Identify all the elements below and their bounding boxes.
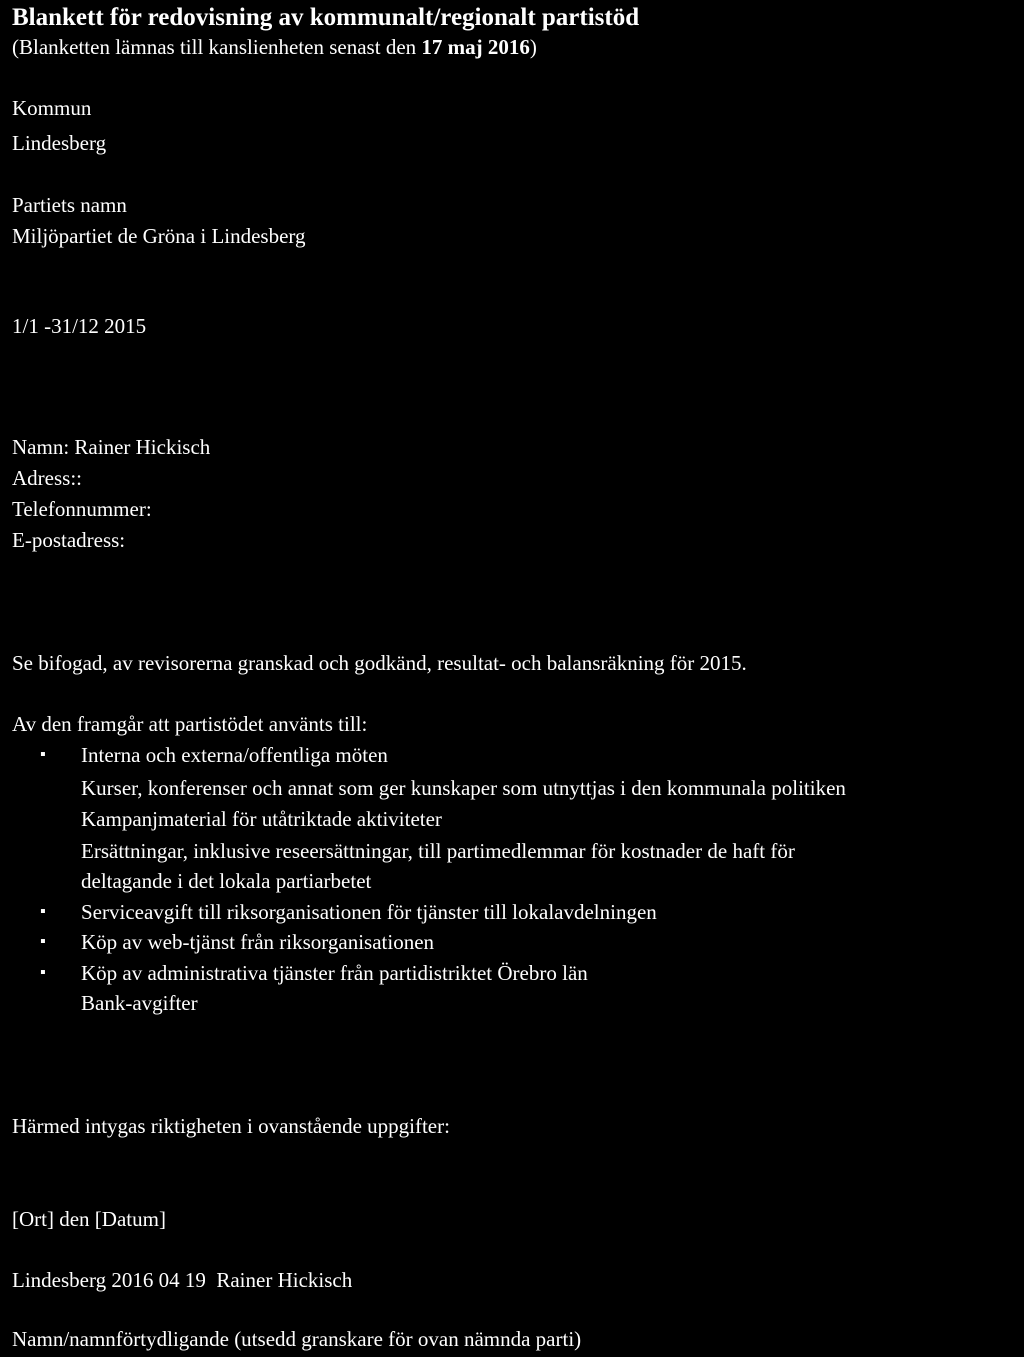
list-item-text: Kampanjmaterial för utåtriktade aktiviteter: [81, 807, 442, 831]
subtitle-suffix: ): [529, 35, 537, 59]
list-item-text: Ersättningar, inklusive reseersättningar, till partimedlemmar för kostnader de haft för: [81, 839, 795, 863]
signer-name: Rainer Hickisch: [216, 1268, 353, 1292]
subtitle-prefix: (Blanketten lämnas till kanslienheten senast den: [12, 35, 422, 59]
list-item-text: Interna och externa/offentliga möten: [81, 743, 388, 767]
certification-text: Härmed intygas riktigheten i ovanstående uppgifter:: [12, 1114, 450, 1138]
period-value: 1/1 -31/12 2015: [12, 314, 147, 338]
place-date-label: [Ort] den [Datum]: [12, 1207, 166, 1231]
statement-intro: Se bifogad, av revisorerna granskad och godkänd, resultat- och balansräkning för 2015.: [12, 651, 747, 675]
list-item-text: deltagande i det lokala partiarbetet: [81, 869, 372, 893]
contact-name: [12, 434, 210, 460]
bullet-icon: ▪: [40, 903, 46, 920]
parti-label: Partiets namn: [12, 193, 127, 217]
address-label: Adress:: [12, 466, 77, 490]
signature-label: Namn/namnförtydligande (utsedd granskare för ovan nämnda parti): [12, 1327, 582, 1351]
place-date-value: Lindesberg 2016 04 19: [12, 1268, 206, 1292]
contact-email-label: E-postadress:: [12, 528, 126, 552]
list-item-text: Köp av web-tjänst från riksorganisationen: [81, 930, 435, 954]
list-item-text: Serviceavgift till riksorganisationen för tjänster till lokalavdelningen: [81, 900, 657, 924]
bullet-icon: ▪: [40, 964, 46, 981]
kommun-value: Lindesberg: [12, 131, 107, 155]
parti-value: Miljöpartiet de Gröna i Lindesberg: [12, 224, 306, 248]
list-item-text: Kurser, konferenser och annat som ger kunskaper som utnyttjas i den kommunala politiken: [81, 776, 846, 800]
contact-address: [12, 465, 82, 491]
kommun-label: Kommun: [12, 96, 92, 120]
signature-line: [12, 1267, 352, 1293]
name-label: Namn:: [12, 435, 70, 459]
used-for-heading: Av den framgår att partistödet använts till:: [12, 712, 368, 736]
bullet-icon: ▪: [40, 933, 46, 950]
name-value: Rainer Hickisch: [74, 435, 211, 459]
form-title: Blankett för redovisning av kommunalt/regionalt partistöd: [12, 4, 640, 31]
list-item-text: Bank-avgifter: [81, 991, 198, 1015]
bullet-icon: ▪: [40, 746, 46, 763]
contact-phone-label: Telefonnummer:: [12, 497, 152, 521]
form-subtitle: [12, 34, 537, 60]
list-item-text: Köp av administrativa tjänster från partidistriktet Örebro län: [81, 961, 588, 985]
deadline-date: 17 maj 2016: [421, 35, 530, 59]
address-value: :: [76, 466, 83, 490]
